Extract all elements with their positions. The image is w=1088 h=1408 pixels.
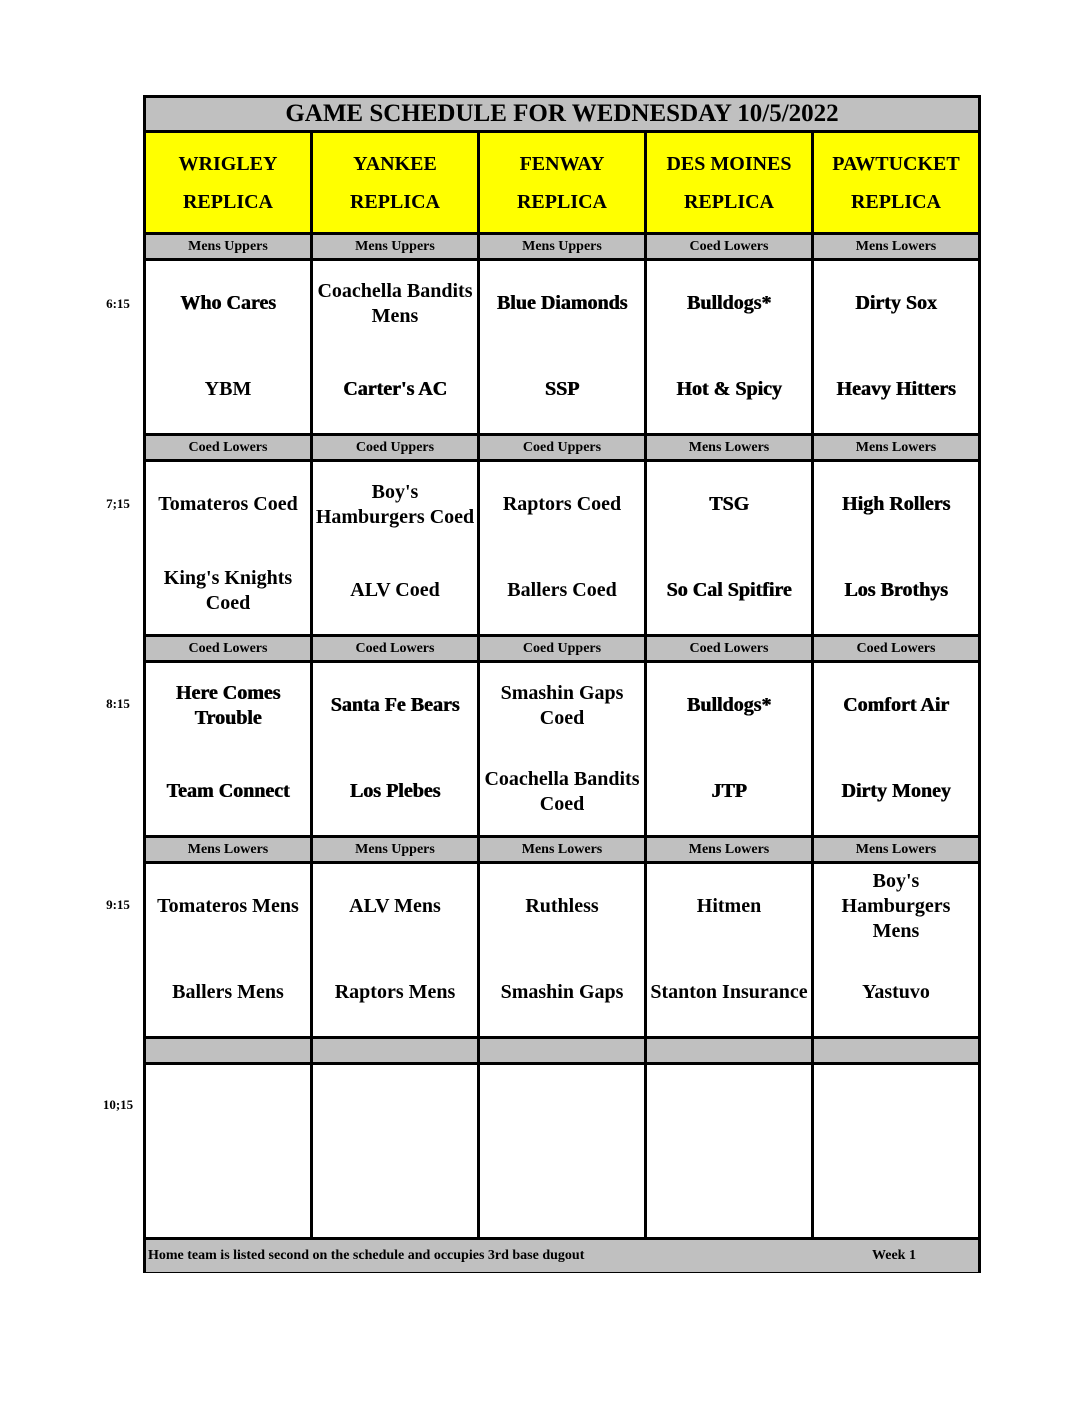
division-label: Coed Lowers (313, 637, 477, 660)
game-cell (313, 663, 477, 835)
away-team (647, 1065, 811, 1150)
away-team (313, 1065, 477, 1150)
home-team: Carter's AC (343, 378, 447, 400)
field-header-des-moines (647, 133, 811, 232)
home-team: Dirty Money (841, 780, 951, 802)
away-team: TSG (708, 493, 750, 515)
division-label: Coed Lowers (647, 235, 811, 258)
game-cell (146, 663, 310, 835)
home-team: King's Knights Coed (163, 566, 293, 614)
division-row (146, 235, 978, 258)
game-cell (647, 1065, 811, 1237)
division-label: Coed Lowers (146, 436, 310, 459)
away-team: Tomateros Coed (158, 493, 298, 515)
game-cell (814, 462, 978, 634)
division-row (146, 1039, 978, 1062)
division-label: Mens Lowers (814, 235, 978, 258)
game-cell (313, 864, 477, 1036)
game-cell (814, 864, 978, 1036)
home-team: YBM (204, 378, 252, 400)
game-row (146, 261, 978, 433)
division-label (647, 1039, 811, 1062)
away-team: Tomateros Mens (157, 895, 299, 917)
home-team: Ballers Coed (507, 579, 617, 601)
footer-row (146, 1240, 978, 1272)
field-header-row (146, 133, 978, 232)
away-team: Comfort Air (842, 694, 950, 716)
division-label (146, 1039, 310, 1062)
field-header-yankee (313, 133, 477, 232)
away-team: Dirty Sox (855, 292, 937, 314)
home-team: Smashin Gaps (500, 981, 624, 1003)
field-name: PAWTUCKET (832, 152, 960, 175)
division-row (146, 637, 978, 660)
game-cell (647, 864, 811, 1036)
division-label: Mens Lowers (814, 838, 978, 861)
game-cell (480, 462, 644, 634)
field-name: WRIGLEY (178, 152, 278, 175)
home-team: ALV Coed (350, 579, 440, 601)
game-cell (647, 663, 811, 835)
away-team: Smashin Gaps Coed (500, 681, 624, 729)
field-header-fenway (480, 133, 644, 232)
division-label: Mens Lowers (647, 838, 811, 861)
field-header-wrigley (146, 133, 310, 232)
away-team: ALV Mens (349, 895, 441, 917)
division-label: Coed Uppers (313, 436, 477, 459)
game-row (146, 1065, 978, 1237)
time-label-7-15: 7;15 (106, 496, 130, 511)
game-cell (313, 1065, 477, 1237)
field-sub: REPLICA (683, 190, 774, 213)
game-cell (146, 864, 310, 1036)
away-team (480, 1065, 644, 1150)
field-sub: REPLICA (850, 190, 941, 213)
game-cell (313, 462, 477, 634)
division-label (814, 1039, 978, 1062)
time-label-10-15: 10;15 (102, 1097, 134, 1112)
game-cell (480, 1065, 644, 1237)
home-team (814, 1150, 978, 1237)
game-cell (146, 1065, 310, 1237)
field-name: YANKEE (353, 152, 437, 175)
away-team: Boy's Hamburgers Mens (841, 870, 951, 942)
away-team: Bulldogs* (686, 694, 772, 716)
division-label: Mens Uppers (313, 235, 477, 258)
division-label: Mens Uppers (313, 838, 477, 861)
game-row (146, 462, 978, 634)
game-cell (146, 261, 310, 433)
home-team: Raptors Mens (334, 981, 456, 1003)
away-team: Blue Diamonds (496, 292, 628, 314)
division-label: Mens Lowers (814, 436, 978, 459)
division-row (146, 838, 978, 861)
away-team: Ruthless (525, 895, 599, 917)
field-sub: REPLICA (349, 190, 440, 213)
field-name: DES MOINES (666, 152, 792, 175)
away-team: Hitmen (696, 895, 762, 917)
week-label: Week 1 (872, 1248, 916, 1263)
away-team: Who Cares (180, 292, 276, 314)
game-row (146, 864, 978, 1036)
home-team (313, 1150, 477, 1237)
footer-note: Home team is listed second on the schedule and occupies 3rd base dugout (148, 1248, 585, 1263)
home-team: Stanton Insurance (650, 981, 808, 1003)
home-team: Los Brothys (844, 579, 948, 601)
home-team (647, 1150, 811, 1237)
game-cell (814, 663, 978, 835)
home-team: Heavy Hitters (836, 378, 956, 400)
game-cell (313, 261, 477, 433)
division-label (313, 1039, 477, 1062)
field-sub: REPLICA (516, 190, 607, 213)
division-label: Mens Lowers (647, 436, 811, 459)
game-cell (647, 462, 811, 634)
time-label-6-15: 6:15 (106, 296, 130, 311)
away-team (814, 1065, 978, 1150)
time-label-9-15: 9:15 (106, 897, 130, 912)
game-cell (480, 864, 644, 1036)
game-cell (480, 663, 644, 835)
away-team: High Rollers (841, 493, 951, 515)
game-cell (146, 462, 310, 634)
away-team: Santa Fe Bears (330, 694, 460, 716)
home-team: Coachella Bandits Coed (484, 767, 640, 815)
game-cell (480, 261, 644, 433)
home-team: Yastuvo (862, 981, 930, 1003)
away-team: Boy's Hamburgers Coed (315, 480, 475, 528)
home-team: Hot & Spicy (676, 378, 782, 400)
away-team (146, 1065, 310, 1150)
home-team: Team Connect (166, 780, 290, 802)
division-label: Coed Lowers (146, 637, 310, 660)
division-row (146, 436, 978, 459)
away-team: Here Comes Trouble (175, 681, 281, 729)
division-label: Mens Lowers (146, 838, 310, 861)
game-cell (814, 1065, 978, 1237)
home-team (146, 1150, 310, 1237)
game-row (146, 663, 978, 835)
division-label: Mens Lowers (480, 838, 644, 861)
field-header-pawtucket (814, 133, 978, 232)
away-team: Raptors Coed (502, 493, 622, 515)
game-cell (814, 261, 978, 433)
division-label: Coed Uppers (480, 637, 644, 660)
game-cell (647, 261, 811, 433)
schedule-table (143, 95, 981, 1273)
away-team: Coachella Bandits Mens (317, 279, 473, 327)
home-team: Ballers Mens (172, 981, 284, 1003)
field-name: FENWAY (519, 152, 605, 175)
time-label-8-15: 8:15 (106, 696, 130, 711)
away-team: Bulldogs* (686, 292, 772, 314)
home-team: JTP (711, 780, 747, 802)
division-label: Coed Uppers (480, 436, 644, 459)
division-label (480, 1039, 644, 1062)
division-label: Coed Lowers (814, 637, 978, 660)
home-team: So Cal Spitfire (666, 579, 792, 601)
schedule-title: GAME SCHEDULE FOR WEDNESDAY 10/5/2022 (146, 98, 978, 130)
division-label: Coed Lowers (647, 637, 811, 660)
division-label: Mens Uppers (480, 235, 644, 258)
home-team: Los Plebes (349, 780, 441, 802)
home-team: SSP (544, 378, 580, 400)
division-label: Mens Uppers (146, 235, 310, 258)
field-sub: REPLICA (182, 190, 273, 213)
home-team (480, 1150, 644, 1237)
